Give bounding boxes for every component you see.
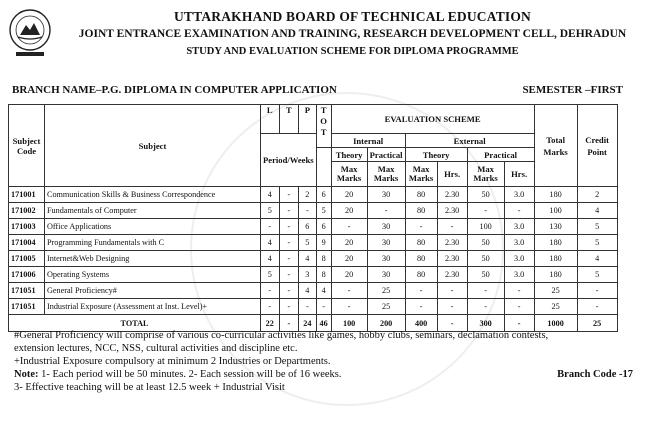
scheme-title: STUDY AND EVALUATION SCHEME FOR DIPLOMA PROGRAMME <box>186 46 519 57</box>
cell-P: - <box>299 203 317 219</box>
cell-credit: 4 <box>577 203 617 219</box>
cell-ext-th: 80 <box>405 235 437 251</box>
header-T: T <box>279 105 299 134</box>
cell-ext-pr: - <box>467 283 504 299</box>
header-ext-practical: Practical <box>467 148 534 162</box>
cell-int-pr: 25 <box>367 299 405 315</box>
semester-label: SEMESTER –FIRST <box>522 84 623 96</box>
note-line-5: 3- Effective teaching will be at least 12.5 week + Industrial Visit <box>14 382 285 393</box>
cell-ext-th: 80 <box>405 203 437 219</box>
note-line-3: +Industrial Exposure compulsory at minimum 2 Industries or Departments. <box>14 356 331 367</box>
cell-TOT: 6 <box>316 219 331 235</box>
cell-code: 171005 <box>9 251 45 267</box>
cell-title: JOINT ENTRANCE EXAMINATION AND TRAINING, RESEARCH DEVELOPMENT CELL, DEHRADUN <box>78 28 627 40</box>
header-tot-3: T <box>320 127 327 137</box>
cell-ext-pr-hrs: 3.0 <box>504 219 534 235</box>
cell-credit: 2 <box>577 187 617 203</box>
branch-name: BRANCH NAME–P.G. DIPLOMA IN COMPUTER APPLICATION <box>12 84 337 96</box>
cell-ext-pr: 50 <box>467 187 504 203</box>
header-evaluation-scheme: EVALUATION SCHEME <box>331 105 534 134</box>
cell-T: - <box>279 267 299 283</box>
cell-code: 171051 <box>9 299 45 315</box>
cell-total: 180 <box>534 267 577 283</box>
total-TOT: 46 <box>316 315 331 332</box>
header-max-marks: Max Marks <box>467 162 504 187</box>
cell-subject: General Proficiency# <box>45 283 261 299</box>
cell-code: 171051 <box>9 283 45 299</box>
cell-subject: Industrial Exposure (Assessment at Inst. Level)+ <box>45 299 261 315</box>
cell-L: 5 <box>261 203 280 219</box>
cell-int-th: - <box>331 299 367 315</box>
header-tot-2: O <box>320 116 327 126</box>
header-hrs: Hrs. <box>437 162 467 187</box>
cell-P: - <box>299 299 317 315</box>
cell-ext-th: - <box>405 283 437 299</box>
cell-total: 25 <box>534 283 577 299</box>
cell-ext-pr-hrs: 3.0 <box>504 187 534 203</box>
header-P: P <box>299 105 317 134</box>
cell-subject: Internet&Web Designing <box>45 251 261 267</box>
cell-ext-th: - <box>405 299 437 315</box>
cell-subject: Programming Fundamentals with C <box>45 235 261 251</box>
document-header <box>60 8 645 60</box>
note-line-4 <box>14 368 574 381</box>
cell-ext-th-hrs: - <box>437 219 467 235</box>
cell-TOT: 8 <box>316 251 331 267</box>
cell-ext-th-hrs: 2.30 <box>437 251 467 267</box>
cell-ext-th: 80 <box>405 187 437 203</box>
cell-L: 4 <box>261 187 280 203</box>
cell-P: 5 <box>299 235 317 251</box>
cell-ext-th: 80 <box>405 251 437 267</box>
header-int-theory: Theory <box>331 148 367 162</box>
cell-int-pr: 30 <box>367 187 405 203</box>
cell-int-th: 20 <box>331 187 367 203</box>
cell-credit: - <box>577 283 617 299</box>
header-L: L <box>261 105 280 134</box>
total-P: 24 <box>299 315 317 332</box>
cell-code: 171001 <box>9 187 45 203</box>
cell-ext-th-hrs: 2.30 <box>437 203 467 219</box>
header-period-weeks: Period/Weeks <box>261 134 317 187</box>
header-total-marks: Total Marks <box>534 105 577 187</box>
header-max-marks: Max Marks <box>405 162 437 187</box>
board-seal-icon <box>8 8 52 60</box>
total-ext-theory: 400 <box>405 315 437 332</box>
header-max-marks: Max Marks <box>367 162 405 187</box>
cell-int-pr: 30 <box>367 219 405 235</box>
total-int-theory: 100 <box>331 315 367 332</box>
cell-TOT: 4 <box>316 283 331 299</box>
total-marks: 1000 <box>534 315 577 332</box>
cell-T: - <box>279 299 299 315</box>
cell-code: 171003 <box>9 219 45 235</box>
table-row <box>9 203 618 219</box>
cell-int-th: 20 <box>331 235 367 251</box>
cell-T: - <box>279 235 299 251</box>
cell-T: - <box>279 187 299 203</box>
cell-T: - <box>279 251 299 267</box>
total-T: - <box>279 315 299 332</box>
cell-ext-th: 80 <box>405 267 437 283</box>
cell-int-th: 20 <box>331 203 367 219</box>
cell-int-pr: 30 <box>367 267 405 283</box>
cell-ext-th: - <box>405 219 437 235</box>
cell-subject: Communication Skills & Business Correspondence <box>45 187 261 203</box>
cell-ext-pr-hrs: 3.0 <box>504 235 534 251</box>
header-ext-theory: Theory <box>405 148 467 162</box>
cell-total: 100 <box>534 203 577 219</box>
cell-ext-pr: 100 <box>467 219 504 235</box>
table-row <box>9 235 618 251</box>
cell-int-th: - <box>331 283 367 299</box>
header-max-marks: Max Marks <box>331 162 367 187</box>
cell-TOT: 6 <box>316 187 331 203</box>
cell-ext-pr-hrs: - <box>504 283 534 299</box>
table-row <box>9 219 618 235</box>
header-TOT <box>316 105 331 148</box>
total-ext-practical-hrs: - <box>504 315 534 332</box>
header-subject: Subject <box>45 105 261 187</box>
table-row <box>9 299 618 315</box>
cell-ext-pr-hrs: - <box>504 203 534 219</box>
cell-ext-th-hrs: 2.30 <box>437 187 467 203</box>
total-L: 22 <box>261 315 280 332</box>
cell-L: - <box>261 299 280 315</box>
cell-T: - <box>279 283 299 299</box>
header-tot-empty <box>316 148 331 187</box>
cell-total: 180 <box>534 251 577 267</box>
total-credit: 25 <box>577 315 617 332</box>
cell-L: - <box>261 219 280 235</box>
cell-TOT: 8 <box>316 267 331 283</box>
cell-credit: 4 <box>577 251 617 267</box>
cell-subject: Office Applications <box>45 219 261 235</box>
cell-int-pr: 25 <box>367 283 405 299</box>
cell-code: 171002 <box>9 203 45 219</box>
header-internal: Internal <box>331 134 405 148</box>
cell-P: 4 <box>299 283 317 299</box>
cell-TOT: 9 <box>316 235 331 251</box>
board-title: UTTARAKHAND BOARD OF TECHNICAL EDUCATION <box>173 9 532 24</box>
cell-ext-pr: - <box>467 203 504 219</box>
evaluation-scheme-table <box>8 104 618 332</box>
cell-code: 171004 <box>9 235 45 251</box>
cell-ext-pr: 50 <box>467 235 504 251</box>
cell-ext-pr: 50 <box>467 267 504 283</box>
table-row <box>9 267 618 283</box>
table-row <box>9 187 618 203</box>
cell-credit: 5 <box>577 235 617 251</box>
cell-L: - <box>261 283 280 299</box>
cell-ext-pr-hrs: - <box>504 299 534 315</box>
cell-total: 130 <box>534 219 577 235</box>
cell-int-pr: 30 <box>367 235 405 251</box>
cell-code: 171006 <box>9 267 45 283</box>
note-line-1: #General Proficiency will comprise of various co-curricular activities like games, hobby clubs, seminars, declamation contests, <box>14 330 549 341</box>
cell-credit: 5 <box>577 219 617 235</box>
note-line-2: extension lectures, NCC, NSS, cultural activities and discipline etc. <box>14 343 298 354</box>
cell-ext-pr-hrs: 3.0 <box>504 267 534 283</box>
cell-int-th: 20 <box>331 267 367 283</box>
cell-T: - <box>279 219 299 235</box>
cell-P: 6 <box>299 219 317 235</box>
cell-ext-th-hrs: - <box>437 299 467 315</box>
cell-int-pr: - <box>367 203 405 219</box>
cell-total: 180 <box>534 187 577 203</box>
notes-section <box>14 329 574 394</box>
cell-int-pr: 30 <box>367 251 405 267</box>
note-line-4-text: 1- Each period will be 50 minutes. 2- Each session will be of 16 weeks. <box>38 369 342 380</box>
table-row <box>9 283 618 299</box>
cell-ext-pr: 50 <box>467 251 504 267</box>
cell-P: 4 <box>299 251 317 267</box>
cell-TOT: - <box>316 299 331 315</box>
cell-L: 4 <box>261 235 280 251</box>
cell-P: 2 <box>299 187 317 203</box>
total-ext-theory-hrs: - <box>437 315 467 332</box>
cell-ext-th-hrs: - <box>437 283 467 299</box>
header-external: External <box>405 134 534 148</box>
header-tot-1: T <box>320 105 327 115</box>
header-credit-point: Credit Point <box>577 105 617 187</box>
table-row <box>9 251 618 267</box>
cell-total: 25 <box>534 299 577 315</box>
cell-L: 4 <box>261 251 280 267</box>
total-ext-practical: 300 <box>467 315 504 332</box>
header-hrs: Hrs. <box>504 162 534 187</box>
cell-ext-th-hrs: 2.30 <box>437 235 467 251</box>
cell-subject: Fundamentals of Computer <box>45 203 261 219</box>
cell-ext-pr-hrs: 3.0 <box>504 251 534 267</box>
cell-ext-th-hrs: 2.30 <box>437 267 467 283</box>
cell-credit: 5 <box>577 267 617 283</box>
cell-T: - <box>279 203 299 219</box>
cell-P: 3 <box>299 267 317 283</box>
cell-subject: Operating Systems <box>45 267 261 283</box>
total-int-practical: 200 <box>367 315 405 332</box>
cell-int-th: - <box>331 219 367 235</box>
header-int-practical: Practical <box>367 148 405 162</box>
cell-int-th: 20 <box>331 251 367 267</box>
cell-total: 180 <box>534 235 577 251</box>
branch-code: Branch Code -17 <box>557 369 633 380</box>
note-label: Note: <box>14 369 39 380</box>
header-subject-code: Subject Code <box>9 105 45 187</box>
total-label: TOTAL <box>9 315 261 332</box>
cell-L: 5 <box>261 267 280 283</box>
cell-credit: - <box>577 299 617 315</box>
cell-TOT: 5 <box>316 203 331 219</box>
cell-ext-pr: - <box>467 299 504 315</box>
